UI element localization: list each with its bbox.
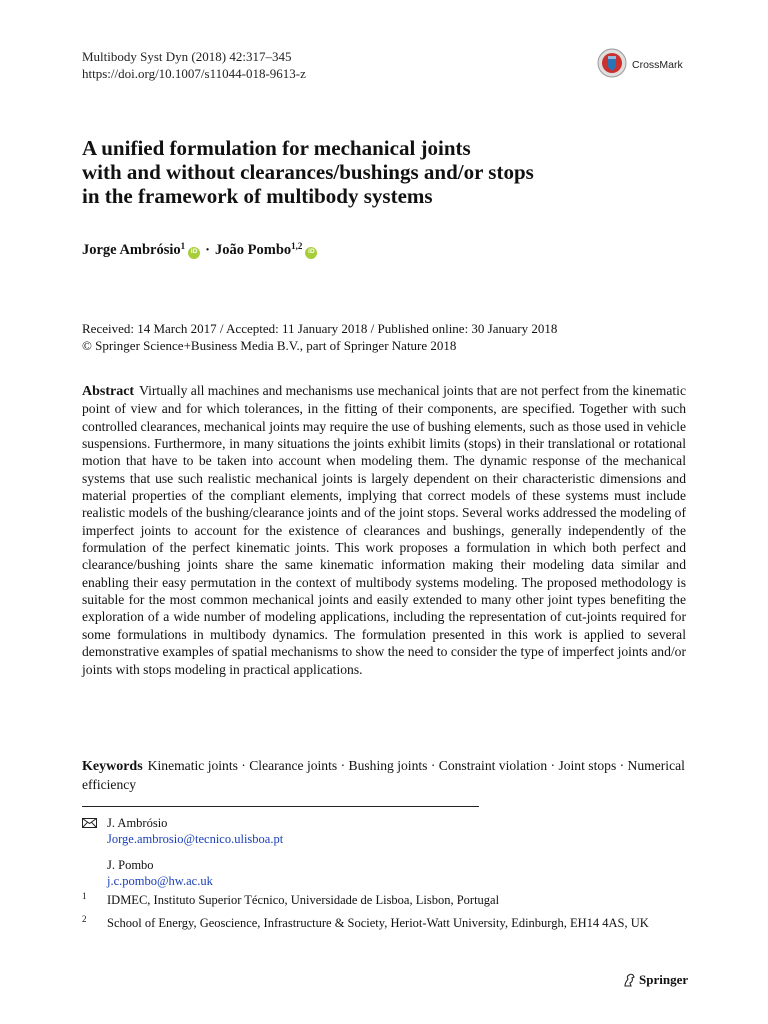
paper-title [82, 136, 682, 208]
publication-dates [82, 320, 557, 354]
title-line: A unified formulation for mechanical joints [82, 136, 471, 160]
affiliation-number: 1 [82, 891, 87, 901]
keywords-label: Keywords [82, 759, 143, 774]
abstract-label: Abstract [82, 384, 135, 399]
journal-citation: Multibody Syst Dyn (2018) 42:317–345 [82, 49, 292, 64]
corr-author-name: J. Ambrósio [107, 816, 168, 830]
corr-author-name: J. Pombo [107, 858, 154, 872]
abstract-text: Virtually all machines and mechanisms use mechanical joints that are not perfect from the kinematic point of view and for which tolerances, in the fitting of their components, are specified. Together with such controlled clearances, mechanical joints may require the use of bushing elements, such as those used in vehicle suspensions. Furthermore, in many situations the joints exhibit limits (stops) in their translational or rotational motion that have to be taken into account when modeling them. The dynamic response of the mechanical systems that use such realistic mechanical joints is largely dependent on their characteristic dimensions and material properties of the compliant elements, implying that correct models of these systems must include realistic models of the bushing/clearance joints and of the joint stops. Several works addressed the modeling of imperfect joints to account for the existence of clearances and bushings, generally independently of the formulation of the perfect kinematic joints. This work proposes a formulation in which both perfect and clearance/bushing joints share the same kinematic information making their modeling data similar and enabling their easy permutation in the context of multibody systems modeling. The proposed methodology is suitable for the most common mechanical joints and easily extended to many other joint types benefiting the exploration of a wide number of modeling applications, including the representation of cut-joints required for some formulations in multibody dynamics. The formulation presented in this work is applied to several demonstrative examples of spatial mechanisms to show the need to consider the type of imperfect joints and/or joints with stops modeling in practical applications. [82, 383, 686, 677]
author-affil-ref: 1,2 [291, 240, 303, 251]
springer-horse-icon [622, 973, 636, 988]
crossmark-badge[interactable] [597, 48, 683, 82]
footnote-divider [82, 806, 479, 807]
publisher-name: Springer [639, 972, 689, 987]
author-separator: · [205, 242, 211, 258]
correspondence-entry [82, 815, 283, 847]
author-name[interactable]: João Pombo [215, 242, 292, 258]
title-line: with and without clearances/bushings and/or stops [82, 160, 534, 184]
affiliation [82, 915, 667, 931]
correspondence-entry [82, 857, 283, 889]
orcid-icon[interactable] [188, 247, 200, 259]
author-name[interactable]: Jorge Ambrósio [82, 242, 181, 258]
crossmark-label: CrossMark [632, 59, 683, 71]
publisher-logo [622, 972, 688, 988]
corr-email-link[interactable]: j.c.pombo@hw.ac.uk [107, 874, 213, 888]
correspondence [82, 815, 283, 889]
title-line: in the framework of multibody systems [82, 184, 433, 208]
affiliation-text: IDMEC, Instituto Superior Técnico, Universidade de Lisboa, Lisbon, Portugal [107, 893, 500, 907]
affiliation [82, 892, 667, 908]
envelope-icon [82, 818, 97, 828]
copyright-line: © Springer Science+Business Media B.V., part of Springer Nature 2018 [82, 338, 457, 353]
author-list [82, 242, 317, 259]
affiliation-number: 2 [82, 914, 87, 924]
journal-header [82, 48, 306, 82]
keywords-text: Kinematic joints · Clearance joints · Bushing joints · Constraint violation · Joint stops · Numerical efficiency [82, 758, 685, 792]
corr-email-link[interactable]: Jorge.ambrosio@tecnico.ulisboa.pt [107, 832, 284, 846]
affiliation-text: School of Energy, Geoscience, Infrastructure & Society, Heriot-Watt University, Edinburgh, EH14 4AS, UK [107, 916, 649, 930]
journal-doi[interactable]: https://doi.org/10.1007/s11044-018-9613-z [82, 66, 306, 81]
author-affil-ref: 1 [180, 240, 186, 251]
crossmark-icon [597, 48, 627, 82]
date-line: Received: 14 March 2017 / Accepted: 11 January 2018 / Published online: 30 January 2018 [82, 321, 558, 336]
orcid-icon[interactable] [305, 247, 317, 259]
abstract [82, 382, 686, 678]
keywords [82, 757, 686, 794]
